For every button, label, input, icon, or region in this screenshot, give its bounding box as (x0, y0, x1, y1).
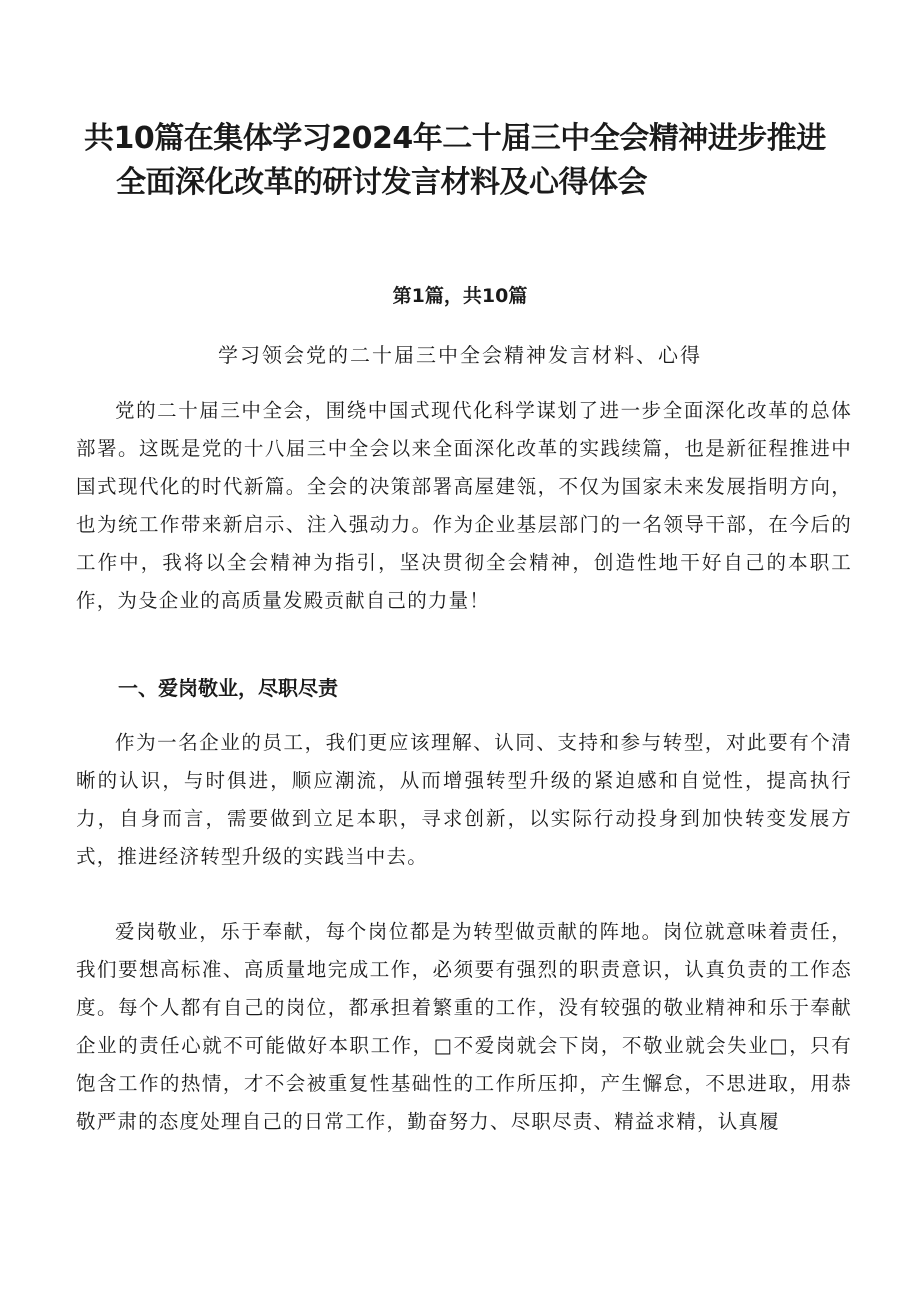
document-title-line-2: 全面深化改革的研讨发言材料及心得体会 (116, 165, 647, 200)
body-paragraph-3: 爱岗敬业，乐于奉献，每个岗位都是为转型做贡献的阵地。岗位就意味着责任，我们要想高标准、高质量地完成工作，必须要有强烈的职责意识，认真负责的工作态度。每个人都有自己的岗位，都承担着繁重的工作，没有较强的敬业精神和乐于奉献企业的责任心就不可能做好本职工作，□不爱岗就会下岗，不敬业就会失业□，只有饱含工作的热情，才不会被重复性基础性的工作所压抑，产生懈怠，不思进取，用恭敬严肃的态度处理自己的日常工作，勤奋努力、尽职尽责、精益求精，认真履 (76, 920, 852, 1133)
body-paragraph-2: 作为一名企业的员工，我们更应该理解、认同、支持和参与转型，对此要有个清晰的认识，与时俱进，顺应潮流，从而增强转型升级的紧迫感和自觉性，提高执行力，自身而言，需要做到立足本职，寻求创新，以实际行动投身到加快转变发展方式，推进经济转型升级的实践当中去。 (76, 731, 852, 868)
heading-1: 一、爱岗敬业，尽职尽责 (118, 676, 338, 700)
document-title-line-1: 共10篇在集体学习2024年二十届三中全会精神进步推进 (84, 121, 826, 156)
body-paragraph-1: 党的二十届三中全会，围绕中国式现代化科学谋划了进一步全面深化改革的总体部署。这既是党的十八届三中全会以来全面深化改革的实践续篇，也是新征程推进中国式现代化的时代新篇。全会的决策部署高屋建瓴，不仅为国家未来发展指明方向，也为统工作带来新启示、注入强动力。作为企业基层部门的一名领导干部，在今后的工作中，我将以全会精神为指引，坚决贯彻全会精神，创造性地干好自己的本职工作，为殳企业的高质量发殿贡献自己的力量！ (76, 399, 852, 612)
section-title: 学习领会党的二十届三中全会精神发言材料、心得 (218, 343, 702, 367)
part-label: 第1篇，共10篇 (392, 285, 528, 307)
document-title (84, 117, 864, 205)
